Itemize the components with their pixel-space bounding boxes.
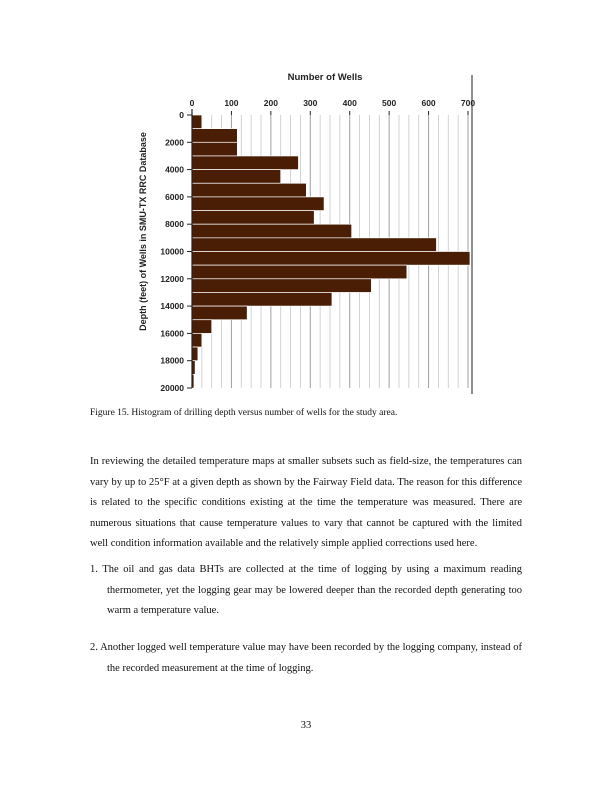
histogram-bar [192, 306, 247, 320]
histogram-bar [192, 333, 202, 347]
y-tick-label: 10000 [160, 246, 184, 257]
list-item-1: 1. The oil and gas data BHTs are collected at the time of logging by using a maximum reading thermometer, yet the logging gear may be lowered deeper than the recorded depth generating too warm a temperature value. [90, 564, 522, 616]
depth-histogram-chart [130, 64, 490, 404]
list-item-2: 2. Another logged well temperature value may have been recorded by the logging company, instead of the recorded measurement at the time of logging. [90, 642, 522, 674]
histogram-bar [192, 238, 436, 252]
histogram-bar [192, 292, 332, 306]
x-tick-label: 600 [421, 98, 436, 108]
body-paragraph: In reviewing the detailed temperature maps at smaller subsets such as field-size, the temperatures can vary by up to 25°F at a given depth as shown by the Fairway Field data. The reason for this difference is related to the specific conditions existing at the time the temperature was measured. There are numerous situations that cause temperature values to vary that cannot be captured with the limited well condition information available and the relatively simple applied corrections used here. [90, 456, 522, 549]
y-tick-label: 4000 [165, 164, 184, 175]
histogram-bar [192, 320, 212, 334]
y-tick-label: 18000 [160, 355, 184, 366]
chart-title: Number of Wells [287, 72, 363, 83]
histogram-bar [192, 197, 324, 211]
histogram-bar [192, 115, 202, 129]
x-tick-label: 500 [382, 98, 397, 108]
x-tick-label: 200 [263, 98, 278, 108]
histogram-bar [192, 224, 352, 238]
histogram-bar [192, 265, 407, 279]
figure-caption: Figure 15. Histogram of drilling depth versus number of wells for the study area. [90, 408, 398, 418]
x-tick-label: 0 [189, 98, 195, 108]
y-tick-label: 20000 [160, 383, 184, 393]
histogram-bar [192, 252, 470, 266]
x-tick-label: 300 [303, 98, 318, 108]
y-tick-label: 2000 [165, 137, 184, 148]
x-tick-label: 700 [460, 98, 476, 108]
histogram-bar [192, 142, 237, 156]
y-tick-label: 0 [179, 110, 184, 120]
page-number: 33 [300, 720, 312, 731]
histogram-bar [192, 129, 237, 143]
histogram-bar [192, 183, 306, 197]
y-tick-label: 8000 [165, 219, 184, 230]
x-tick-label: 400 [342, 98, 357, 108]
y-axis-label: Depth (feet) of Wells in SMU-TX RRC Database [138, 132, 148, 331]
y-tick-label: 6000 [165, 191, 184, 202]
histogram-bar [192, 156, 298, 170]
histogram-bar [192, 347, 198, 361]
histogram-bar [192, 279, 371, 293]
histogram-bar [192, 211, 314, 225]
y-tick-label: 12000 [160, 273, 184, 284]
y-tick-label: 16000 [160, 328, 184, 339]
histogram-bar [192, 170, 281, 184]
y-tick-label: 14000 [160, 301, 184, 312]
x-tick-label: 100 [224, 98, 239, 108]
